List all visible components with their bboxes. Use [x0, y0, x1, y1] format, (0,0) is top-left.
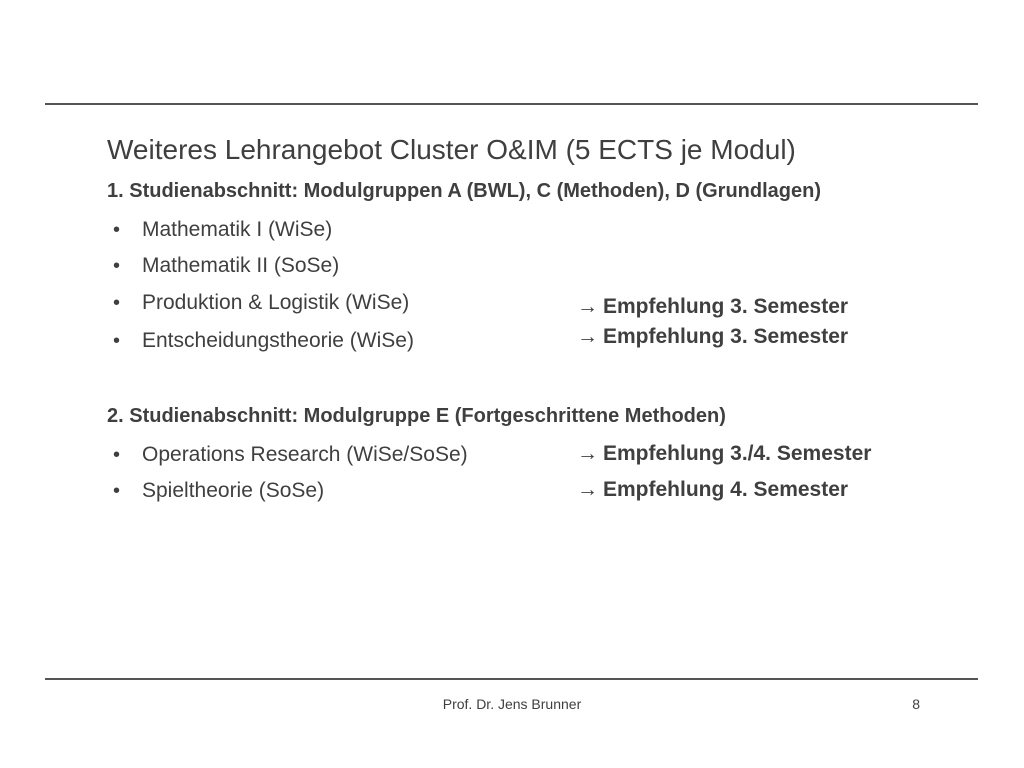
bullet-icon: •	[113, 480, 121, 502]
recommendation	[577, 321, 848, 353]
list-item	[107, 250, 967, 282]
bullet-icon: •	[113, 292, 121, 314]
module-label: Mathematik II (SoSe)	[142, 254, 340, 277]
slide-title: Weiteres Lehrangebot Cluster O&IM (5 ECTS je Modul)	[107, 134, 796, 165]
list-item	[107, 287, 967, 319]
arrow-right-icon: →	[577, 295, 598, 318]
section-heading-2: 2. Studienabschnitt: Modulgruppe E (Fortgeschrittene Methoden)	[107, 405, 726, 427]
list-item	[107, 439, 967, 471]
arrow-right-icon: →	[577, 325, 598, 348]
recommendation	[577, 438, 871, 470]
bullet-icon: •	[113, 255, 121, 277]
bullet-icon: •	[113, 444, 121, 466]
module-label: Spieltheorie (SoSe)	[142, 479, 325, 502]
bullet-icon: •	[113, 330, 121, 352]
recommendation-text: Empfehlung 3. Semester	[603, 295, 849, 318]
module-label: Entscheidungstheorie (WiSe)	[142, 329, 414, 352]
top-divider	[45, 103, 978, 105]
recommendation-text: Empfehlung 3. Semester	[603, 325, 849, 348]
list-item	[107, 475, 967, 507]
footer-author: Prof. Dr. Jens Brunner	[442, 696, 582, 712]
arrow-right-icon: →	[577, 442, 598, 465]
bottom-divider	[45, 678, 978, 680]
module-label: Operations Research (WiSe/SoSe)	[142, 443, 468, 466]
recommendation-text: Empfehlung 3./4. Semester	[603, 442, 872, 465]
recommendation	[577, 291, 848, 323]
module-label: Produktion & Logistik (WiSe)	[142, 291, 410, 314]
page-number: 8	[912, 696, 920, 712]
list-item	[107, 325, 967, 357]
bullet-icon: •	[113, 219, 121, 241]
module-label: Mathematik I (WiSe)	[142, 218, 333, 241]
arrow-right-icon: →	[577, 478, 598, 501]
section-heading-1: 1. Studienabschnitt: Modulgruppen A (BWL), C (Methoden), D (Grundlagen)	[107, 180, 821, 202]
recommendation	[577, 474, 848, 506]
list-item	[107, 214, 967, 246]
recommendation-text: Empfehlung 4. Semester	[603, 478, 849, 501]
